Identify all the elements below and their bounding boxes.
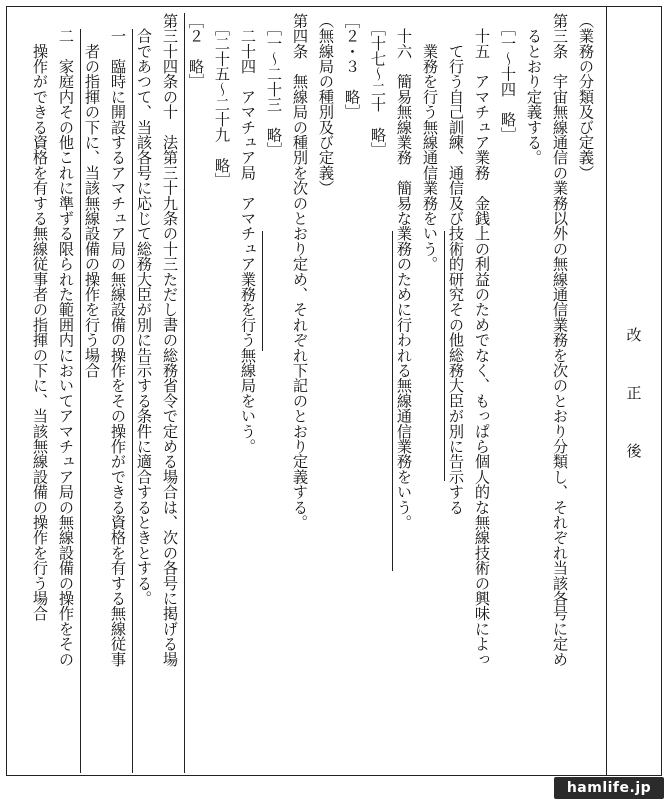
text-line: 十六 簡易無線業務 簡易な業務のために行われる無線通信業務をいう。 bbox=[395, 13, 413, 530]
hamlife-logo bbox=[554, 777, 664, 799]
text-line: 操作ができる資格を有する無線従事者の指揮の下に、当該無線設備の操作を行う場合 bbox=[31, 13, 49, 621]
text-line: 者の指揮の下に、当該無線設備の操作を行う場合 bbox=[83, 13, 101, 378]
text-line: 二 家庭内その他これに準ずる限られた範囲内においてアマチュア局の無線設備の操作をその bbox=[57, 13, 75, 667]
revision-mark bbox=[262, 231, 264, 351]
text-line: ［２・３ 略］ bbox=[343, 13, 361, 120]
text-line: 第三十四条の十 法第三十九条の十三ただし書の総務省令で定める場合は、次の各号に掲げる場 bbox=[161, 13, 179, 667]
document-frame bbox=[6, 6, 662, 776]
text-line: ［二十五～二十九 略］ bbox=[213, 13, 231, 188]
text-line: ［２ 略］ bbox=[187, 13, 205, 89]
text-line: （無線局の種別及び定義） bbox=[317, 13, 335, 196]
revision-mark bbox=[184, 13, 186, 773]
text-line: （業務の分類及び定義） bbox=[577, 13, 595, 181]
text-line: 一 臨時に開設するアマチュア局の無線設備の操作をその操作ができる資格を有する無線従事 bbox=[109, 13, 127, 667]
watermark-text: hamlife.jp bbox=[566, 780, 652, 796]
revision-mark bbox=[80, 29, 82, 773]
text-line: 業務を行う無線通信業務をいう。 bbox=[421, 13, 439, 272]
text-line: るとおり定義する。 bbox=[525, 13, 543, 165]
text-line: 第三条 宇宙無線通信の業務以外の無線通信業務を次のとおり分類し、それぞれ当該各号に定め bbox=[551, 13, 569, 667]
header-label: 改 正 後 bbox=[624, 327, 643, 472]
header-column bbox=[606, 7, 661, 775]
text-line: ［十七～二十 略］ bbox=[369, 13, 387, 158]
revision-mark bbox=[132, 29, 134, 773]
text-line: て行う自己訓練、通信及び技術的研究その他総務大臣が別に告示する bbox=[447, 13, 465, 515]
document-body bbox=[5, 13, 601, 773]
text-line: 十五 アマチュア業務 金銭上の利益のためでなく、もっぱら個人的な無線技術の興味によっ bbox=[473, 13, 491, 667]
text-line: 合であつて、当該各号に応じて総務大臣が別に告示する条件に適合するときとする。 bbox=[135, 13, 153, 606]
text-line: ［一～二十三 略］ bbox=[265, 13, 283, 158]
text-line: 二十四 アマチュア局 アマチュア業務を行う無線局をいう。 bbox=[239, 13, 257, 454]
revision-mark bbox=[444, 231, 446, 481]
text-line: 第四条 無線局の種別を次のとおり定め、それぞれ下記のとおり定義する。 bbox=[291, 13, 309, 530]
text-line: ［一～十四 略］ bbox=[499, 13, 517, 143]
revision-mark bbox=[392, 231, 394, 571]
